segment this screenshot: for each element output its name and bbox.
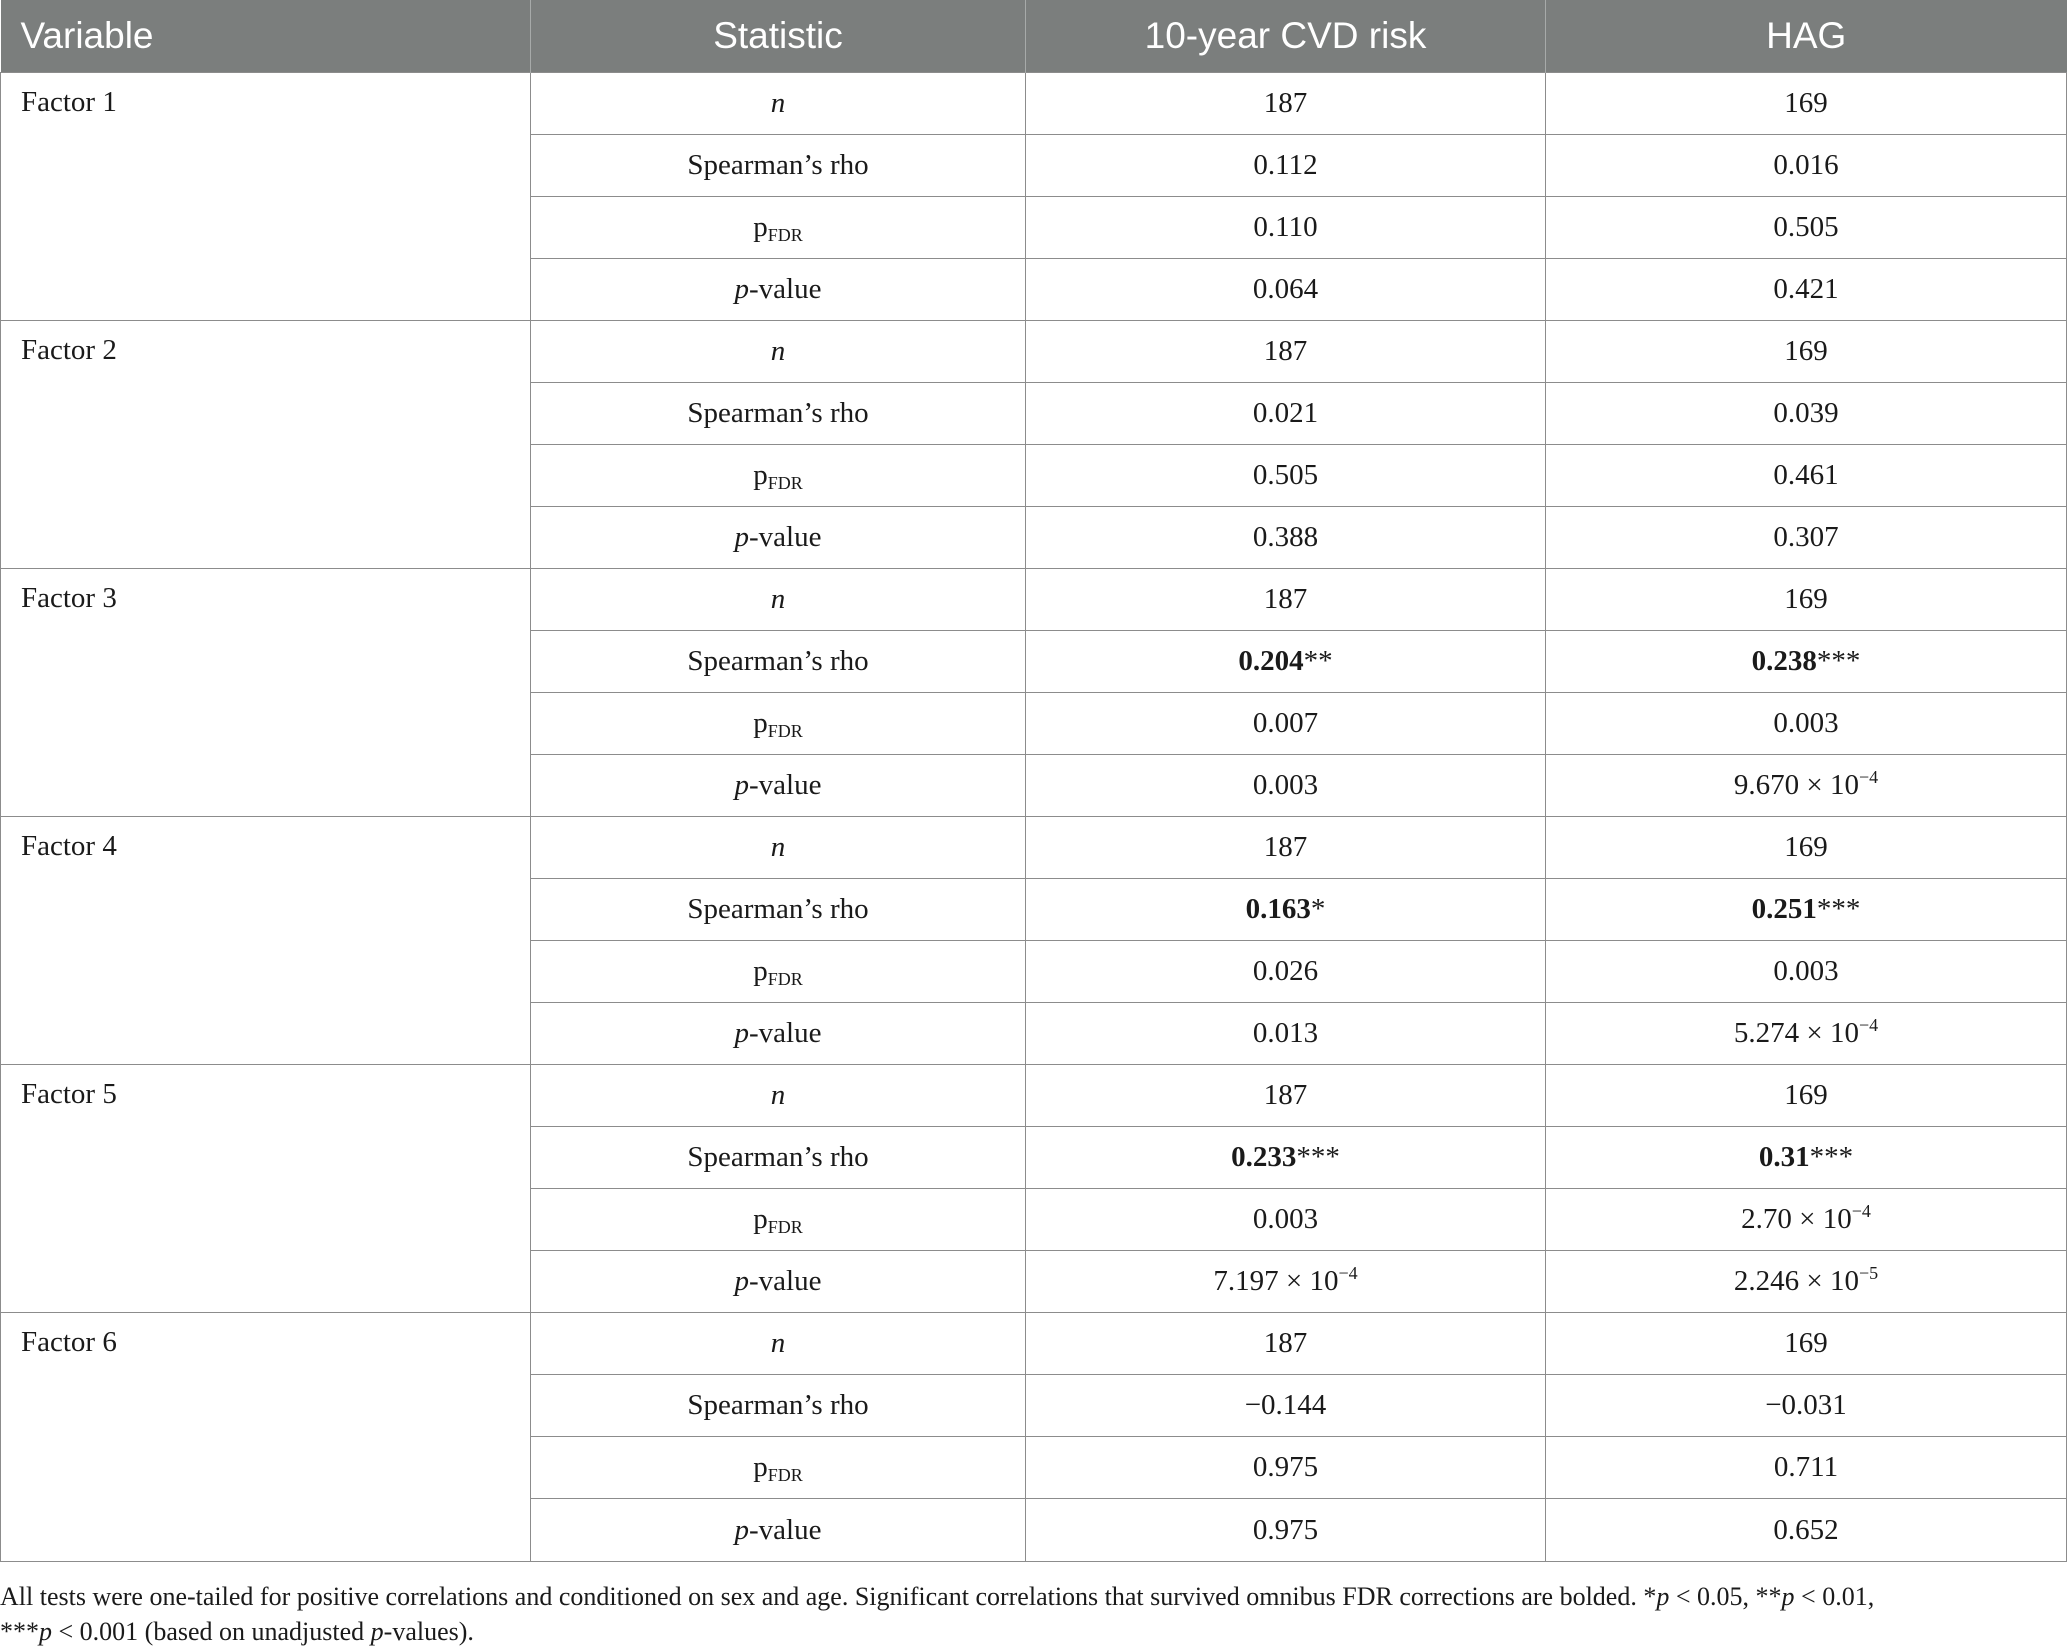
statistic-cell bbox=[531, 1375, 1026, 1437]
hag-value-cell bbox=[1546, 631, 2067, 693]
stat-label-pfdr-sub: FDR bbox=[767, 721, 803, 741]
statistic-cell bbox=[531, 1313, 1026, 1375]
pvalue: 0.064 bbox=[1252, 273, 1319, 305]
hag-value-cell bbox=[1546, 1003, 2067, 1065]
table-body bbox=[1, 73, 2067, 1562]
significance-stars: ** bbox=[1303, 645, 1333, 677]
statistic-cell bbox=[531, 755, 1026, 817]
statistic-cell bbox=[531, 507, 1026, 569]
footnote-sig2-stars: ** bbox=[1755, 1582, 1782, 1611]
footnote-sig1-p: p bbox=[1656, 1582, 1670, 1611]
rho-value: −0.144 bbox=[1244, 1389, 1327, 1421]
value: 187 bbox=[1263, 335, 1308, 367]
footnote-tail-rest: -values). bbox=[383, 1617, 474, 1646]
stat-label-p: p bbox=[734, 1017, 750, 1049]
value: 187 bbox=[1263, 1327, 1308, 1359]
stat-label-rho: Spearman’s rho bbox=[687, 397, 869, 429]
table-row bbox=[1, 1065, 2067, 1127]
cvd-value-cell bbox=[1026, 1127, 1546, 1189]
stat-label-pvalue: -value bbox=[749, 273, 822, 305]
pfdr-value: 0.975 bbox=[1252, 1451, 1319, 1483]
stat-label-n: n bbox=[770, 583, 786, 615]
statistic-cell bbox=[531, 259, 1026, 321]
pvalue: 2.246 × 10 bbox=[1733, 1265, 1859, 1297]
stat-label-pfdr-sub: FDR bbox=[767, 225, 803, 245]
hag-value-cell bbox=[1546, 879, 2067, 941]
hag-value-cell bbox=[1546, 259, 2067, 321]
rho-value: −0.031 bbox=[1765, 1389, 1847, 1421]
stat-label-pfdr-sub: FDR bbox=[767, 1217, 803, 1237]
rho-value: 0.112 bbox=[1253, 149, 1318, 181]
rho-value: 0.233 bbox=[1231, 1141, 1297, 1173]
variable-cell: Factor 5 bbox=[1, 1065, 531, 1313]
value: 187 bbox=[1263, 583, 1308, 615]
cvd-value-cell bbox=[1026, 1313, 1546, 1375]
hag-value-cell bbox=[1546, 507, 2067, 569]
cvd-value-cell bbox=[1026, 445, 1546, 507]
value: 169 bbox=[1784, 583, 1828, 615]
table-row bbox=[1, 817, 2067, 879]
pvalue: 0.388 bbox=[1252, 521, 1319, 553]
value: 169 bbox=[1784, 335, 1828, 367]
pfdr-value: 0.003 bbox=[1252, 1203, 1319, 1235]
rho-value: 0.238 bbox=[1751, 645, 1817, 677]
stat-label-rho: Spearman’s rho bbox=[687, 893, 869, 925]
header-cvd-risk: 10-year CVD risk bbox=[1026, 0, 1546, 73]
pvalue: 5.274 × 10 bbox=[1733, 1017, 1859, 1049]
statistic-cell bbox=[531, 879, 1026, 941]
statistic-cell bbox=[531, 817, 1026, 879]
rho-value: 0.163 bbox=[1245, 893, 1311, 925]
statistic-cell bbox=[531, 1437, 1026, 1499]
stat-label-rho: Spearman’s rho bbox=[687, 645, 869, 677]
significance-stars: * bbox=[1310, 893, 1326, 925]
stat-label-pfdr: p bbox=[753, 955, 768, 987]
statistic-cell bbox=[531, 383, 1026, 445]
footnote-tail-p: p bbox=[370, 1617, 384, 1646]
stat-label-pvalue: -value bbox=[749, 1017, 822, 1049]
stat-label-n: n bbox=[770, 87, 786, 119]
pvalue: 0.013 bbox=[1252, 1017, 1319, 1049]
stat-label-n: n bbox=[770, 1079, 786, 1111]
hag-value-cell bbox=[1546, 817, 2067, 879]
pfdr-value: 0.110 bbox=[1253, 211, 1318, 243]
stat-label-n: n bbox=[770, 1327, 786, 1359]
hag-value-cell bbox=[1546, 197, 2067, 259]
table-header bbox=[1, 0, 2067, 73]
significance-stars: *** bbox=[1816, 893, 1861, 925]
cvd-value-cell bbox=[1026, 1189, 1546, 1251]
cvd-value-cell bbox=[1026, 259, 1546, 321]
significance-stars: *** bbox=[1296, 1141, 1340, 1173]
significance-stars: *** bbox=[1809, 1141, 1854, 1173]
pvalue: 0.003 bbox=[1252, 769, 1319, 801]
stat-label-pvalue: -value bbox=[749, 521, 822, 553]
rho-value: 0.039 bbox=[1773, 397, 1839, 429]
footnote-sig3-rest: < 0.001 (based on unadjusted bbox=[52, 1617, 371, 1646]
stat-label-rho: Spearman’s rho bbox=[687, 149, 869, 181]
stat-label-p: p bbox=[734, 273, 750, 305]
cvd-value-cell bbox=[1026, 507, 1546, 569]
header-variable: Variable bbox=[1, 0, 531, 73]
pfdr-value: 2.70 × 10 bbox=[1741, 1203, 1852, 1235]
table-row bbox=[1, 569, 2067, 631]
cvd-value-cell bbox=[1026, 569, 1546, 631]
hag-value-cell bbox=[1546, 755, 2067, 817]
hag-value-cell bbox=[1546, 1313, 2067, 1375]
cvd-value-cell bbox=[1026, 1003, 1546, 1065]
pfdr-value: 0.003 bbox=[1773, 707, 1839, 739]
footnote-sig1-stars: * bbox=[1643, 1582, 1657, 1611]
hag-value-cell bbox=[1546, 383, 2067, 445]
stat-label-n: n bbox=[770, 831, 786, 863]
statistic-cell bbox=[531, 941, 1026, 1003]
rho-value: 0.204 bbox=[1238, 645, 1304, 677]
stat-label-p: p bbox=[734, 769, 750, 801]
pvalue: 0.975 bbox=[1252, 1513, 1319, 1546]
stat-label-pfdr: p bbox=[753, 459, 768, 491]
hag-value-cell bbox=[1546, 135, 2067, 197]
cvd-value-cell bbox=[1026, 1065, 1546, 1127]
stat-label-pvalue: -value bbox=[749, 769, 822, 801]
hag-value-cell bbox=[1546, 1499, 2067, 1562]
footnote-sig3-p: p bbox=[39, 1617, 52, 1646]
rho-value: 0.016 bbox=[1773, 149, 1839, 181]
cvd-value-cell bbox=[1026, 1499, 1546, 1562]
table-row bbox=[1, 1313, 2067, 1375]
value: 169 bbox=[1784, 87, 1828, 119]
footnote-sig3-stars: *** bbox=[0, 1617, 39, 1646]
statistic-cell bbox=[531, 321, 1026, 383]
cvd-value-cell bbox=[1026, 383, 1546, 445]
header-statistic: Statistic bbox=[531, 0, 1026, 73]
statistic-cell bbox=[531, 445, 1026, 507]
footnote-sig2-rest: < 0.01, bbox=[1794, 1582, 1875, 1611]
statistic-cell bbox=[531, 1003, 1026, 1065]
value: 169 bbox=[1784, 1327, 1828, 1359]
statistic-cell bbox=[531, 1251, 1026, 1313]
hag-value-cell bbox=[1546, 73, 2067, 135]
value: 187 bbox=[1263, 1079, 1308, 1111]
stat-label-pvalue: -value bbox=[749, 1513, 822, 1546]
stat-label-pvalue: -value bbox=[749, 1265, 822, 1297]
cvd-value-cell bbox=[1026, 817, 1546, 879]
stat-label-pfdr: p bbox=[753, 1451, 768, 1483]
statistic-cell bbox=[531, 569, 1026, 631]
cvd-value-cell bbox=[1026, 941, 1546, 1003]
variable-cell: Factor 2 bbox=[1, 321, 531, 569]
table-row bbox=[1, 73, 2067, 135]
stat-label-p: p bbox=[734, 521, 750, 553]
value: 187 bbox=[1263, 831, 1308, 863]
stat-label-n: n bbox=[770, 335, 786, 367]
cvd-value-cell bbox=[1026, 135, 1546, 197]
pfdr-value: 0.505 bbox=[1773, 211, 1839, 243]
statistic-cell bbox=[531, 1127, 1026, 1189]
pvalue: 0.421 bbox=[1773, 273, 1839, 305]
statistic-cell bbox=[531, 197, 1026, 259]
significance-stars: *** bbox=[1816, 645, 1861, 677]
pfdr-exponent: −4 bbox=[1851, 1201, 1871, 1221]
footnote-sig2-p: p bbox=[1781, 1582, 1795, 1611]
statistic-cell bbox=[531, 1065, 1026, 1127]
pvalue: 0.307 bbox=[1773, 521, 1839, 553]
footnote-text: All tests were one-tailed for positive correlations and conditioned on sex and age. Significant correlations that survived omnibus FDR corrections are bolded. bbox=[0, 1582, 1644, 1611]
variable-cell: Factor 4 bbox=[1, 817, 531, 1065]
rho-value: 0.021 bbox=[1252, 397, 1319, 429]
statistic-cell bbox=[531, 1189, 1026, 1251]
statistic-cell bbox=[531, 631, 1026, 693]
stat-label-rho: Spearman’s rho bbox=[687, 1389, 869, 1421]
pvalue: 7.197 × 10 bbox=[1213, 1265, 1339, 1297]
cvd-value-cell bbox=[1026, 1437, 1546, 1499]
pfdr-value: 0.505 bbox=[1252, 459, 1319, 491]
hag-value-cell bbox=[1546, 1375, 2067, 1437]
stat-label-pfdr: p bbox=[753, 707, 768, 739]
hag-value-cell bbox=[1546, 1189, 2067, 1251]
stat-label-pfdr-sub: FDR bbox=[767, 473, 803, 493]
pvalue-exponent: −4 bbox=[1858, 1015, 1879, 1035]
table-footnote bbox=[0, 1579, 2040, 1649]
pfdr-value: 0.026 bbox=[1252, 955, 1319, 987]
hag-value-cell bbox=[1546, 569, 2067, 631]
cvd-value-cell bbox=[1026, 321, 1546, 383]
value: 169 bbox=[1784, 1079, 1828, 1111]
pfdr-value: 0.003 bbox=[1773, 955, 1839, 987]
hag-value-cell bbox=[1546, 1065, 2067, 1127]
stat-label-pfdr-sub: FDR bbox=[767, 1465, 803, 1485]
stat-label-pfdr: p bbox=[753, 211, 768, 243]
hag-value-cell bbox=[1546, 321, 2067, 383]
cvd-value-cell bbox=[1026, 879, 1546, 941]
variable-cell: Factor 3 bbox=[1, 569, 531, 817]
table-row bbox=[1, 321, 2067, 383]
stat-label-rho: Spearman’s rho bbox=[687, 1141, 869, 1173]
hag-value-cell bbox=[1546, 693, 2067, 755]
footnote-sig1-rest: < 0.05, bbox=[1669, 1582, 1756, 1611]
hag-value-cell bbox=[1546, 1437, 2067, 1499]
stat-label-pfdr: p bbox=[753, 1203, 768, 1235]
cvd-value-cell bbox=[1026, 1251, 1546, 1313]
hag-value-cell bbox=[1546, 445, 2067, 507]
pvalue-exponent: −4 bbox=[1338, 1263, 1358, 1283]
statistic-cell bbox=[531, 73, 1026, 135]
value: 187 bbox=[1263, 87, 1308, 119]
pvalue: 9.670 × 10 bbox=[1733, 769, 1859, 801]
pfdr-value: 0.711 bbox=[1773, 1451, 1839, 1483]
variable-cell: Factor 1 bbox=[1, 73, 531, 321]
statistic-cell bbox=[531, 135, 1026, 197]
cvd-value-cell bbox=[1026, 631, 1546, 693]
statistic-cell bbox=[531, 1499, 1026, 1562]
value: 169 bbox=[1784, 831, 1828, 863]
cvd-value-cell bbox=[1026, 693, 1546, 755]
cvd-value-cell bbox=[1026, 755, 1546, 817]
variable-cell: Factor 6 bbox=[1, 1313, 531, 1562]
pvalue-exponent: −5 bbox=[1858, 1263, 1879, 1283]
pfdr-value: 0.007 bbox=[1252, 707, 1319, 739]
cvd-value-cell bbox=[1026, 1375, 1546, 1437]
pfdr-value: 0.461 bbox=[1773, 459, 1839, 491]
rho-value: 0.31 bbox=[1758, 1141, 1810, 1173]
statistic-cell bbox=[531, 693, 1026, 755]
pvalue: 0.652 bbox=[1773, 1513, 1839, 1546]
hag-value-cell bbox=[1546, 941, 2067, 1003]
stat-label-p: p bbox=[734, 1265, 750, 1297]
stat-label-pfdr-sub: FDR bbox=[767, 969, 803, 989]
header-hag: HAG bbox=[1546, 0, 2067, 73]
stat-label-p: p bbox=[734, 1513, 750, 1546]
cvd-value-cell bbox=[1026, 197, 1546, 259]
rho-value: 0.251 bbox=[1751, 893, 1817, 925]
hag-value-cell bbox=[1546, 1127, 2067, 1189]
cvd-value-cell bbox=[1026, 73, 1546, 135]
pvalue-exponent: −4 bbox=[1858, 767, 1879, 787]
hag-value-cell bbox=[1546, 1251, 2067, 1313]
